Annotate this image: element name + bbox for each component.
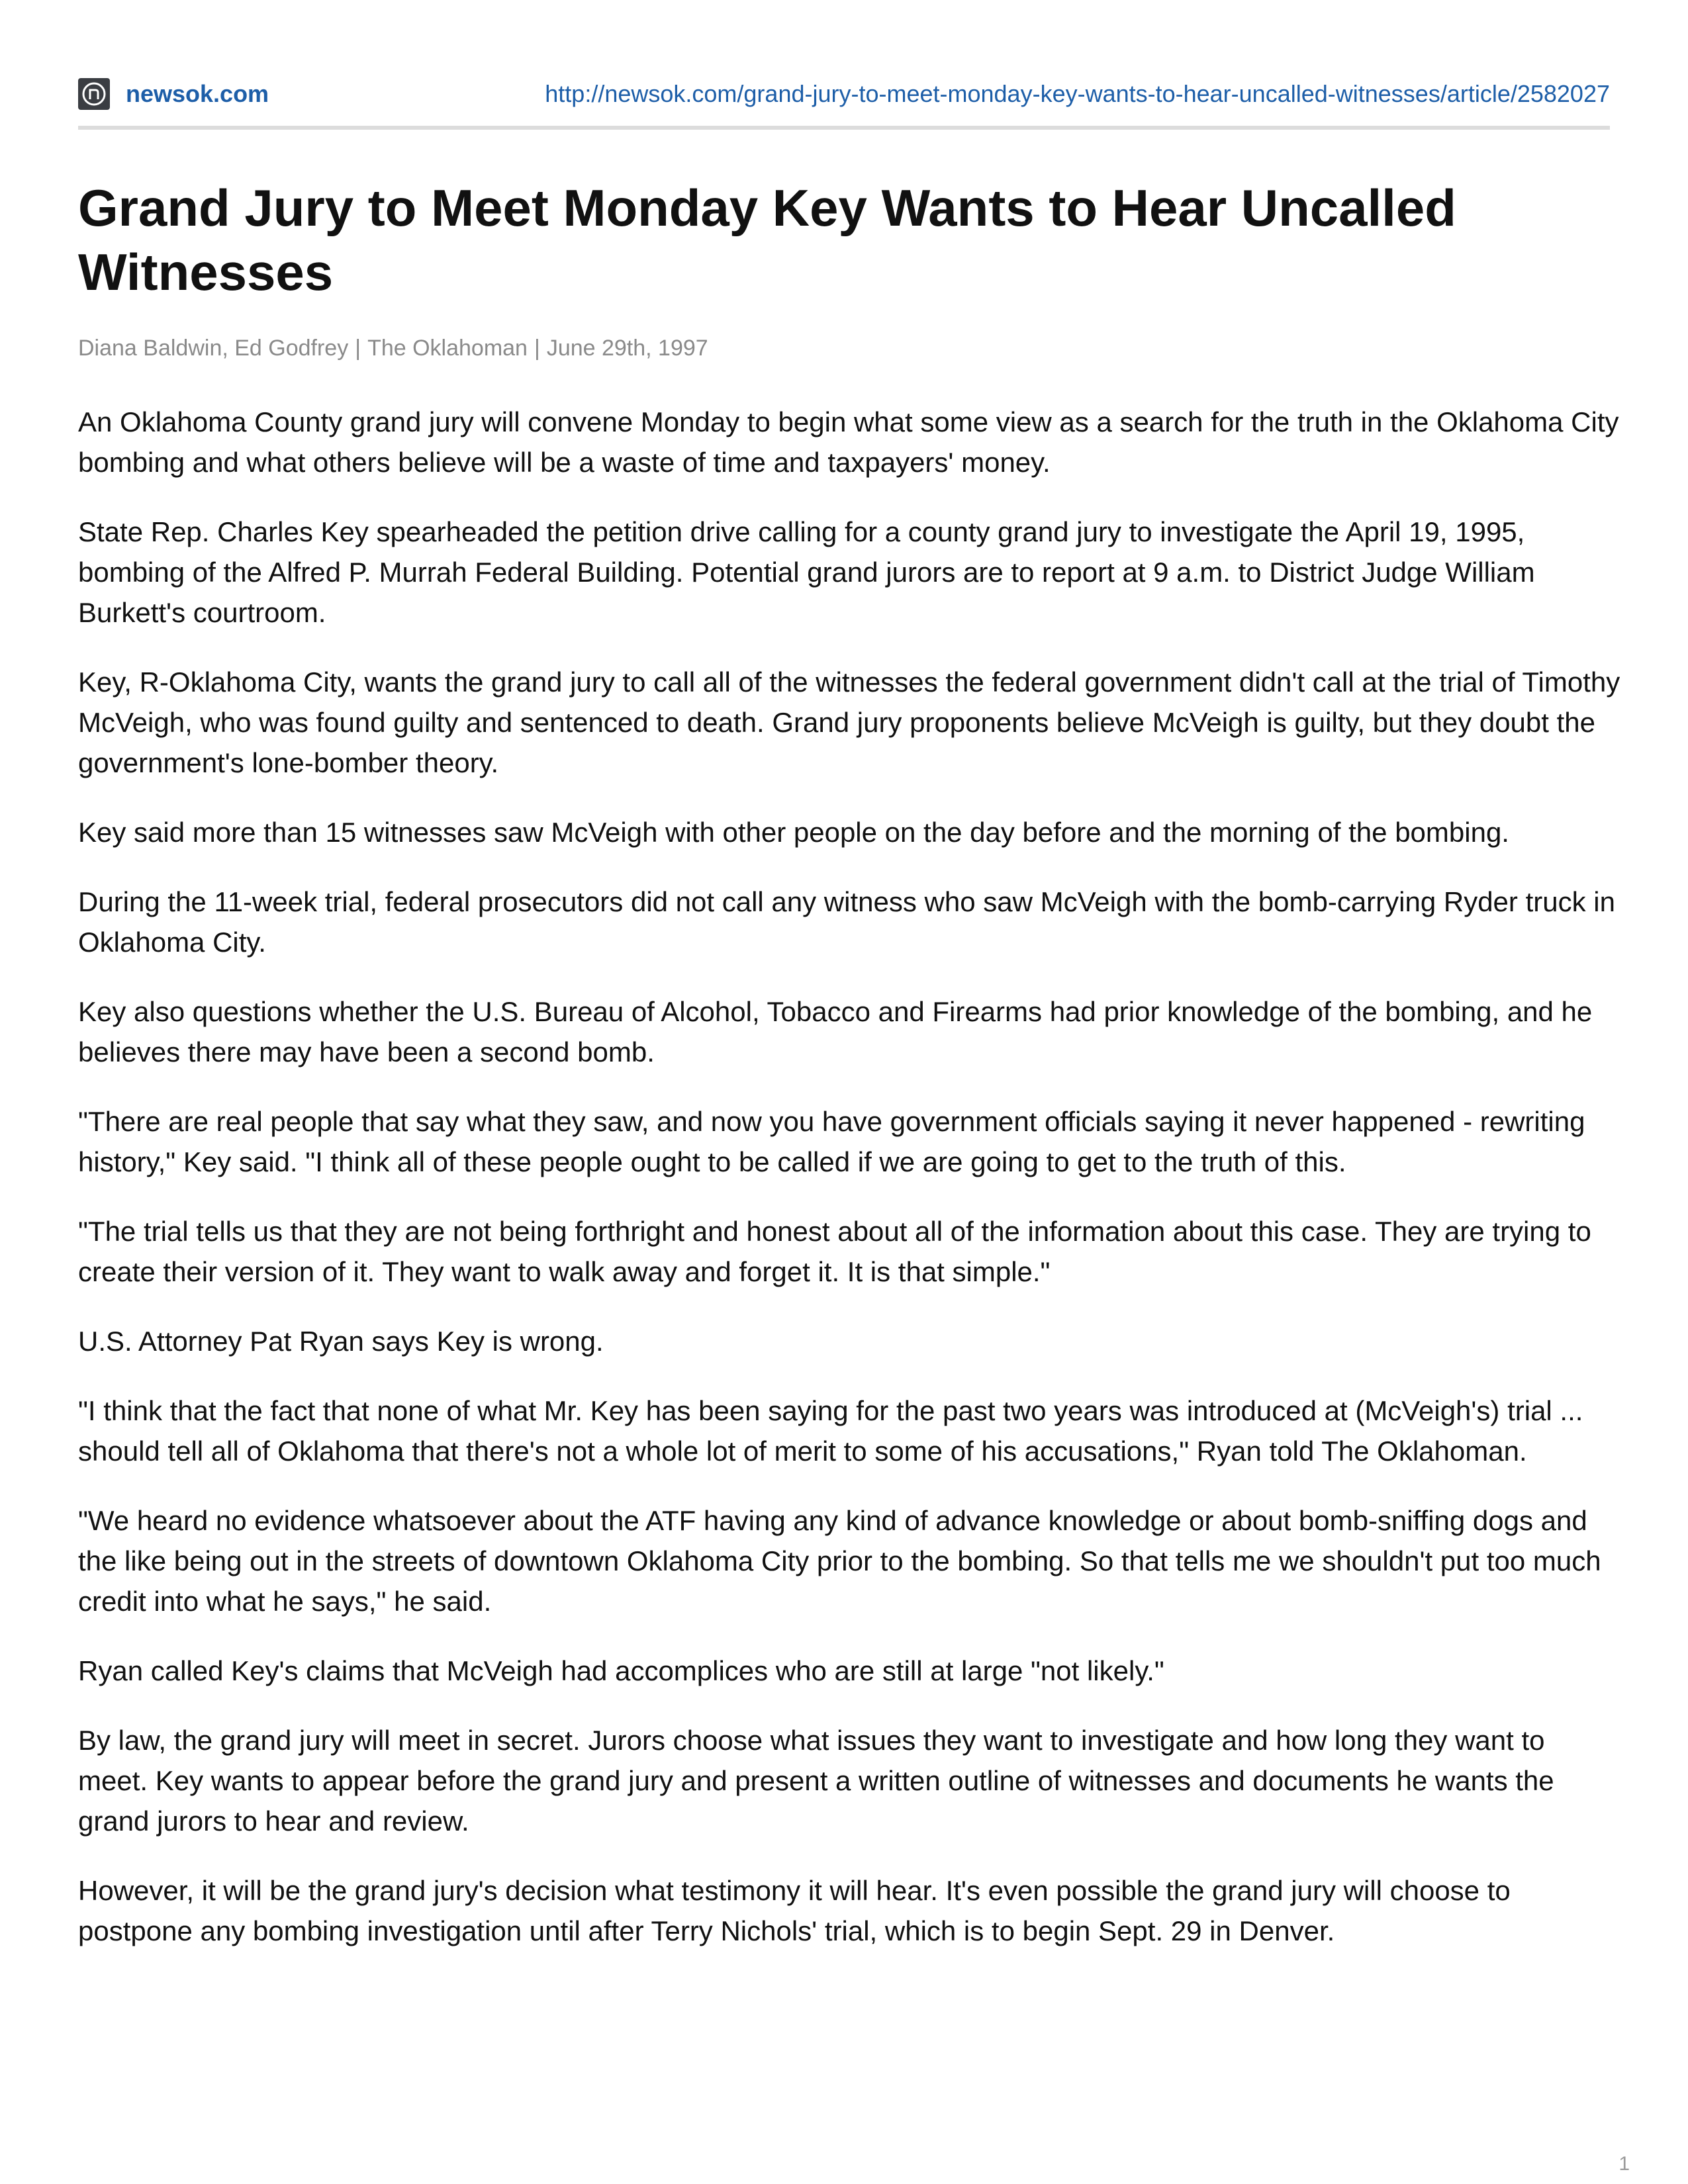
article-title: Grand Jury to Meet Monday Key Wants to Hear Uncalled Witnesses (78, 179, 1456, 301)
newsok-logo-icon (78, 78, 110, 110)
byline-separator: | (534, 336, 540, 361)
byline-separator: | (355, 336, 361, 361)
article-paragraph: By law, the grand jury will meet in secret. Jurors choose what issues they want to investigate and how long they want to meet. Key wants to appear before the grand jury and present a written outline of witnesses and documents he wants the grand jurors to hear and review. (78, 1725, 1554, 1837)
byline-authors: Diana Baldwin, Ed Godfrey (78, 336, 349, 361)
article-paragraph: Key, R-Oklahoma City, wants the grand jury to call all of the witnesses the federal government didn't call at the trial of Timothy McVeigh, who was found guilty and sentenced to death. Grand jury proponents believe McVeigh is guilty, but they doubt the government's lone-bomber theory. (78, 666, 1620, 778)
article-paragraph: Ryan called Key's claims that McVeigh had accomplices who are still at large "not likely." (78, 1655, 1164, 1686)
page-number: 1 (1618, 2153, 1630, 2175)
article-paragraph: "There are real people that say what they saw, and now you have government officials saying it never happened - rewriting history," Key said. "I think all of these people ought to be called if we are going to get to the truth of this. (78, 1106, 1585, 1177)
article-paragraph: "The trial tells us that they are not being forthright and honest about all of the information about this case. They are trying to create their version of it. They want to walk away and forget it. It is that simple." (78, 1216, 1591, 1287)
article-paragraph: State Rep. Charles Key spearheaded the petition drive calling for a county grand jury to investigate the April 19, 1995, bombing of the Alfred P. Murrah Federal Building. Potential grand jurors are to report at 9 a.m. to District Judge William Burkett's courtroom. (78, 516, 1535, 628)
byline-publication: The Oklahoman (367, 336, 528, 361)
site-name-link[interactable]: newsok.com (126, 80, 269, 107)
byline (78, 334, 708, 363)
article-body (78, 402, 1620, 1980)
article-paragraph: Key said more than 15 witnesses saw McVeigh with other people on the day before and the morning of the bombing. (78, 817, 1509, 848)
article-paragraph: Key also questions whether the U.S. Bureau of Alcohol, Tobacco and Firearms had prior knowledge of the bombing, and he believes there may have been a second bomb. (78, 996, 1593, 1068)
article-paragraph: "We heard no evidence whatsoever about the ATF having any kind of advance knowledge or about bomb-sniffing dogs and the like being out in the streets of downtown Oklahoma City prior to the bombing. So that tells me we shouldn't put too much credit into what he says," he said. (78, 1505, 1601, 1617)
article-paragraph: U.S. Attorney Pat Ryan says Key is wrong. (78, 1326, 604, 1357)
article-paragraph: During the 11-week trial, federal prosecutors did not call any witness who saw McVeigh with the bomb-carrying Ryder truck in Oklahoma City. (78, 886, 1615, 958)
article-url-link[interactable]: http://newsok.com/grand-jury-to-meet-monday-key-wants-to-hear-uncalled-witnesses/article/2582027 (545, 80, 1610, 107)
byline-date: June 29th, 1997 (546, 336, 708, 361)
header-divider (78, 126, 1610, 130)
article-paragraph: An Oklahoma County grand jury will convene Monday to begin what some view as a search for the truth in the Oklahoma City bombing and what others believe will be a waste of time and taxpayers' money. (78, 406, 1619, 478)
article-paragraph: However, it will be the grand jury's decision what testimony it will hear. It's even possible the grand jury will choose to postpone any bombing investigation until after Terry Nichols' trial, which is to begin Sept. 29 in Denver. (78, 1875, 1511, 1946)
page-header (78, 74, 1610, 114)
article-paragraph: "I think that the fact that none of what Mr. Key has been saying for the past two years was introduced at (McVeigh's) trial ... should tell all of Oklahoma that there's not a whole lot of merit to some of his accusations," Ryan told The Oklahoman. (78, 1395, 1583, 1467)
